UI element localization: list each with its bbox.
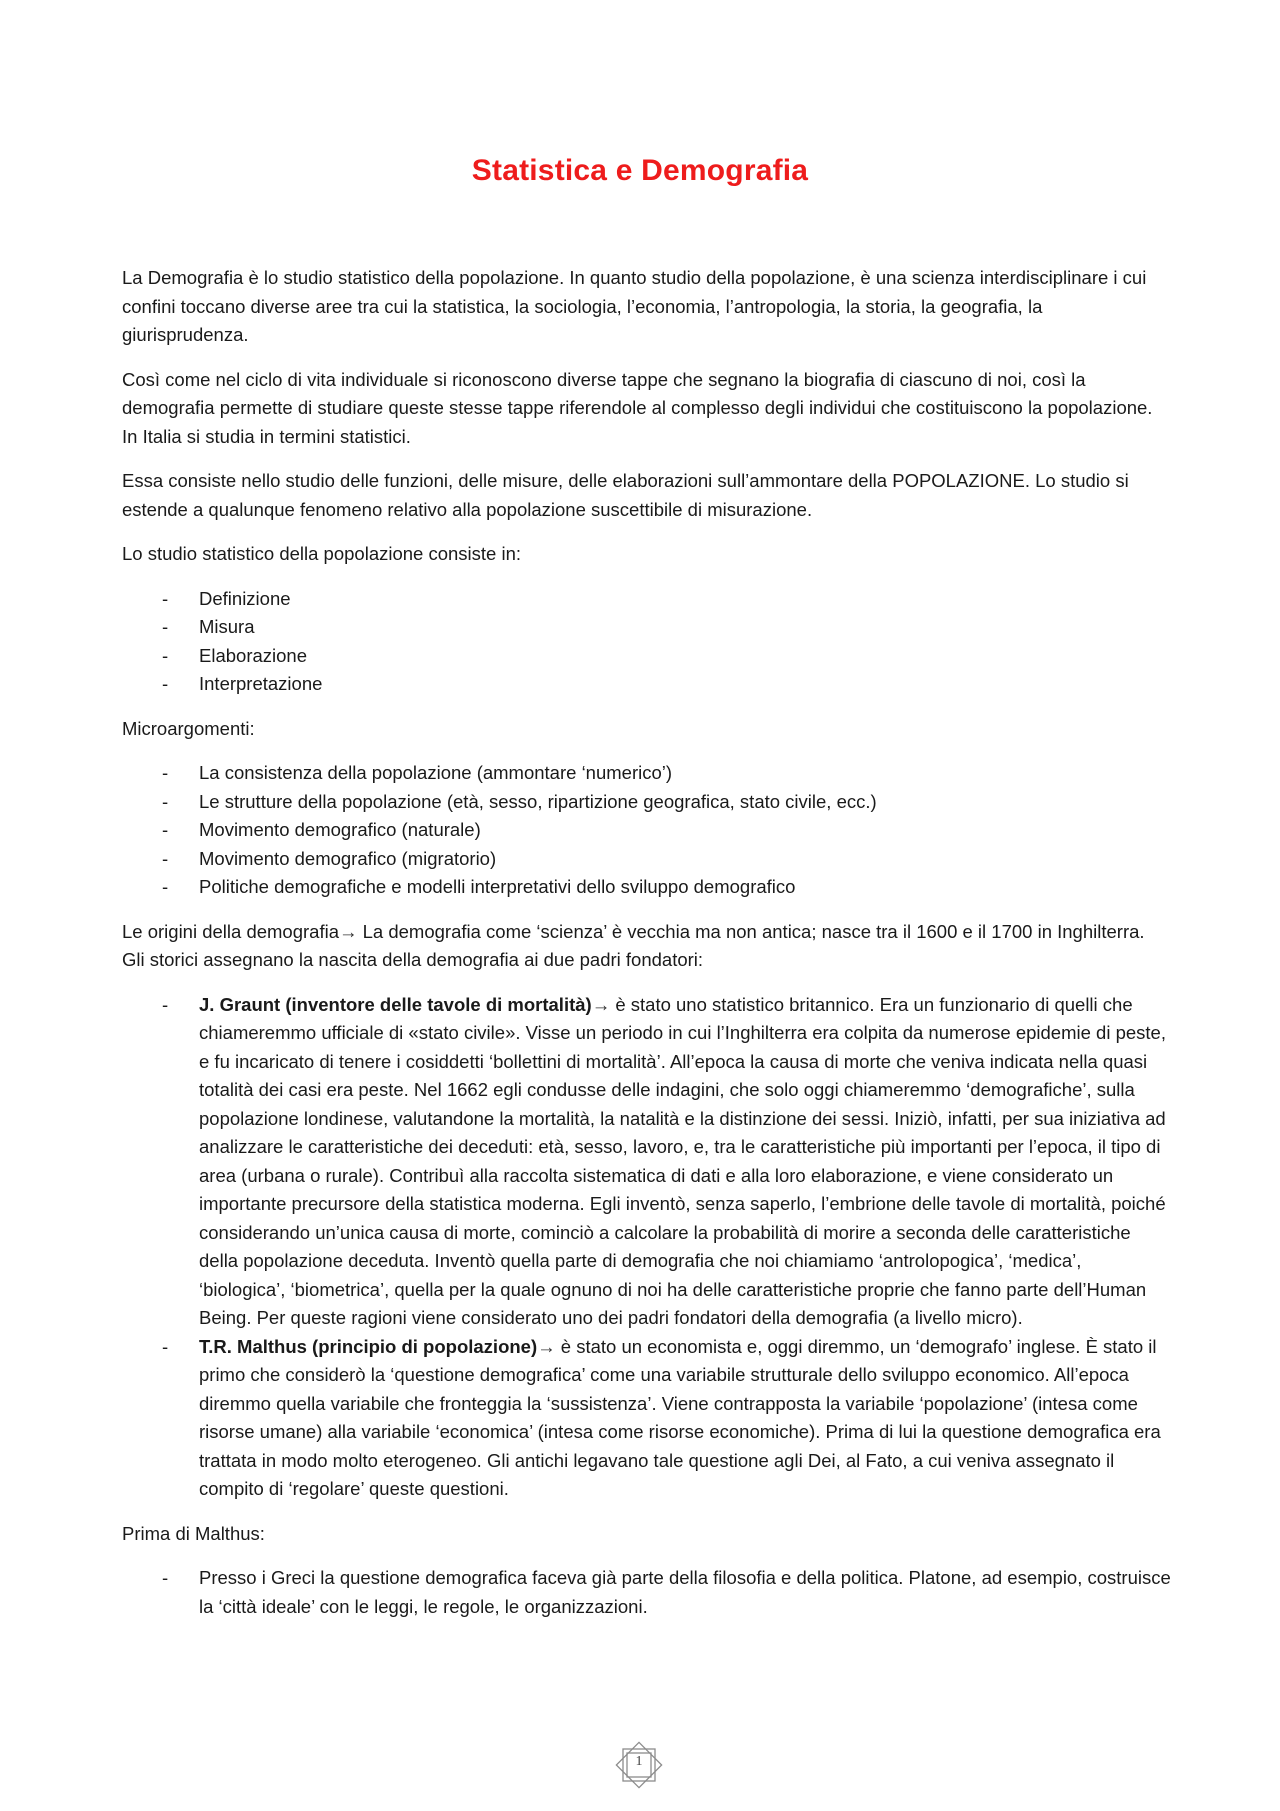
founder-text: è stato un economista e, oggi diremmo, un ‘demografo’ inglese. È stato il primo che considerò la ‘questione demografica’ come una variabile strutturale dello sviluppo economico. All’epoca diremmo quella variabile che fronteggia la ‘sussistenza’. Viene contrapposta la variabile ‘popolazione’ (intesa come risorse umane) alla variabile ‘economica’ (intesa come risorse economiche). Prima di lui la questione demografica era trattata in modo molto eterogeneo. Gli antichi legavano tale questione agli Dei, al Fato, a cui veniva assegnato il compito di ‘regolare’ queste questioni.	[199, 1335, 1161, 1499]
page-title: Statistica e Demografia	[471, 154, 809, 187]
page-number: 1	[635, 1754, 643, 1769]
study-list	[122, 585, 1172, 699]
list-item-text: Le strutture della popolazione (età, sesso, ripartizione geografica, stato civile, ecc.)	[199, 790, 877, 812]
list-item	[122, 873, 1172, 902]
founders-list	[122, 991, 1172, 1504]
list-item-text: Definizione	[199, 587, 291, 609]
list-item-graunt	[122, 991, 1172, 1333]
arrow-icon: →	[537, 1335, 556, 1357]
paragraph-definition: Essa consiste nello studio delle funzioni, delle misure, delle elaborazioni sull’ammontare della POPOLAZIONE. Lo studio si estende a qualunque fenomeno relativo alla popolazione suscettibile di misurazione.	[122, 470, 1129, 520]
dash-marker: -	[162, 1335, 169, 1357]
dash-marker: -	[162, 876, 169, 897]
paragraph-life-cycle: Così come nel ciclo di vita individuale si riconoscono diverse tappe che segnano la biografia di ciascuno di noi, così la demografia permette di studiare queste stesse tappe riferendole al complesso degli individui che costituiscono la popolazione. In Italia si studia in termini statistici.	[122, 368, 1153, 447]
list-item-text: La consistenza della popolazione (ammontare ‘numerico’)	[199, 762, 673, 783]
arrow-icon: →	[339, 920, 358, 942]
paragraph-intro: La Demografia è lo studio statistico della popolazione. In quanto studio della popolazione, è una scienza interdisciplinare i cui confini toccano diverse aree tra cui la statistica, la sociologia, l’economia, l’antropologia, la storia, la geografia, la giurisprudenza.	[122, 267, 1147, 345]
list-item-text: Elaborazione	[199, 644, 307, 666]
origins-text: La demografia come ‘scienza’ è vecchia ma non antica; nasce tra il 1600 e il 1700 in Inghilterra. Gli storici assegnano la nascita della demografia ai due padri fondatori:	[122, 920, 1145, 970]
founder-name: J. Graunt (inventore delle tavole di mortalità)	[199, 993, 592, 1015]
list-item	[122, 788, 1172, 817]
paragraph-micro-heading: Microargomenti:	[122, 717, 255, 739]
list-item	[122, 759, 1172, 788]
list-item	[122, 845, 1172, 874]
dash-marker: -	[162, 819, 169, 840]
paragraph-study-intro: Lo studio statistico della popolazione consiste in:	[122, 543, 522, 564]
list-item-text: Misura	[199, 616, 255, 637]
list-item-text: Movimento demografico (migratorio)	[199, 847, 497, 869]
list-item-text: Interpretazione	[199, 673, 323, 694]
founder-name: T.R. Malthus (principio di popolazione)	[199, 1335, 538, 1357]
list-item	[122, 1564, 1172, 1621]
dash-marker: -	[162, 762, 169, 783]
dash-marker: -	[162, 616, 169, 637]
list-item-text: Politiche demografiche e modelli interpretativi dello sviluppo demografico	[199, 876, 796, 897]
list-item	[122, 613, 1172, 642]
before-malthus-list	[122, 1564, 1172, 1621]
list-item	[122, 816, 1172, 845]
dash-marker: -	[162, 1567, 169, 1588]
list-item-malthus	[122, 1333, 1172, 1504]
dash-marker: -	[162, 847, 169, 869]
dash-marker: -	[162, 673, 169, 694]
arrow-icon: →	[591, 993, 611, 1015]
list-item	[122, 642, 1172, 671]
founder-text: è stato uno statistico britannico. Era un funzionario di quelli che chiameremmo ufficiale di «stato civile». Visse un periodo in cui l’Inghilterra era colpita da numerose epidemie di peste, e fu incaricato di tenere i cosiddetti ‘bollettini di mortalità’. All’epoca la causa di morte che veniva indicata nella quasi totalità dei casi era peste. Nel 1662 egli condusse delle indagini, che solo oggi chiameremmo ‘demografiche’, sulla popolazione londinese, valutandone la mortalità, la natalità e la distinzione dei sessi. Iniziò, infatti, per sua iniziativa ad analizzare le caratteristiche dei deceduti: età, sesso, lavoro, e, tra le caratteristiche più importanti per l’epoca, il tipo di area (urbana o rurale). Contribuì alla raccolta sistematica di dati e alla loro elaborazione, e viene considerato un importante precursore della statistica moderna. Egli inventò, senza saperlo, l’embrione delle tavole di mortalità, poiché considerando un’unica causa di morte, cominciò a calcolare la probabilità di morire a seconda delle caratteristiche della popolazione deceduta. Inventò quella parte di demografia che noi chiamiamo ‘antrolopogica’, ‘medica’, ‘biologica’, ‘biometrica’, quella per la quale ognuno di noi ha delle caratteristiche proprie che fanno parte dell’Human Being. Per queste ragioni viene considerato uno dei padri fondatori della demografia (a livello micro).	[199, 993, 1166, 1328]
dash-marker: -	[162, 644, 169, 666]
dash-marker: -	[162, 790, 169, 812]
list-item	[122, 670, 1172, 699]
document-body	[122, 264, 1172, 1637]
list-item	[122, 585, 1172, 614]
origins-lead: Le origini della demografia	[122, 920, 339, 942]
micro-list	[122, 759, 1172, 902]
list-item-text: Presso i Greci la questione demografica faceva già parte della filosofia e della politica. Platone, ad esempio, costruisce la ‘città ideale’ con le leggi, le regole, le organizzazioni.	[199, 1567, 1171, 1617]
list-item-text: Movimento demografico (naturale)	[199, 819, 481, 840]
page-number-ornament	[611, 1737, 667, 1793]
paragraph-before-malthus: Prima di Malthus:	[122, 1522, 265, 1544]
dash-marker: -	[162, 587, 169, 609]
paragraph-origins	[122, 918, 1172, 975]
dash-marker: -	[162, 993, 169, 1015]
